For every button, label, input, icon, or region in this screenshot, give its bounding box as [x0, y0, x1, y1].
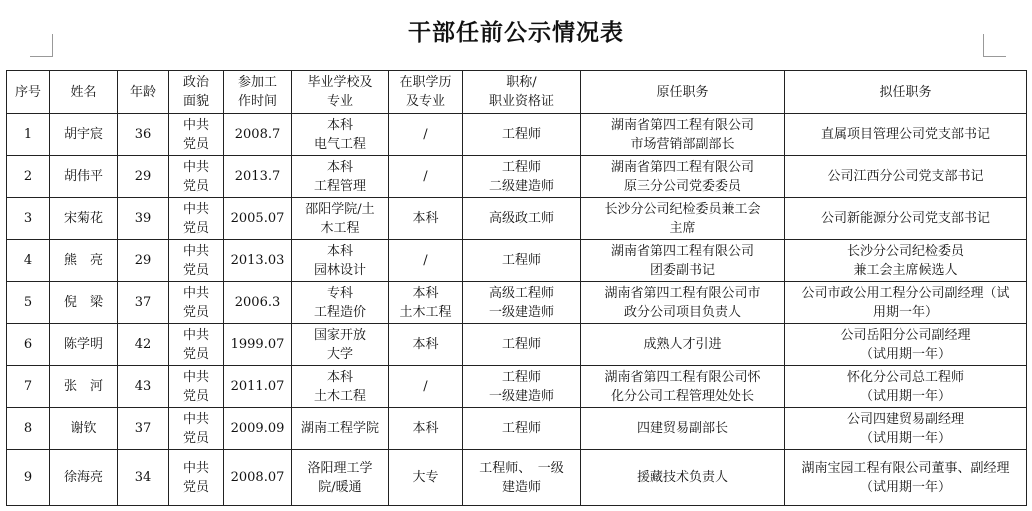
cell-title-cert: 工程师 一级建造师 [463, 366, 581, 408]
cell-work-start: 1999.07 [224, 324, 292, 366]
cell-inservice-edu: / [389, 366, 463, 408]
cell-age: 37 [118, 282, 169, 324]
cell-political: 中共 党员 [169, 408, 224, 450]
table-body [7, 114, 1027, 506]
header-work-start: 参加工 作时间 [224, 71, 292, 114]
cell-school: 本科 电气工程 [292, 114, 389, 156]
cell-work-start: 2008.7 [224, 114, 292, 156]
cell-age: 43 [118, 366, 169, 408]
cell-title-cert: 工程师 二级建造师 [463, 156, 581, 198]
cell-name: 宋菊花 [50, 198, 118, 240]
corner-mark-right [983, 34, 1006, 57]
cell-prev-post: 湖南省第四工程有限公司 市场营销部副部长 [581, 114, 785, 156]
header-age: 年龄 [118, 71, 169, 114]
cell-school: 本科 工程管理 [292, 156, 389, 198]
cell-political: 中共 党员 [169, 156, 224, 198]
header-title-cert: 职称/ 职业资格证 [463, 71, 581, 114]
cell-inservice-edu: 本科 [389, 324, 463, 366]
cell-political: 中共 党员 [169, 198, 224, 240]
cell-title-cert: 工程师 [463, 240, 581, 282]
cell-political: 中共 党员 [169, 366, 224, 408]
header-political: 政治 面貌 [169, 71, 224, 114]
cell-prev-post: 湖南省第四工程有限公司 团委副书记 [581, 240, 785, 282]
cell-inservice-edu: 本科 [389, 198, 463, 240]
cell-political: 中共 党员 [169, 282, 224, 324]
cell-political: 中共 党员 [169, 240, 224, 282]
cell-no: 1 [7, 114, 50, 156]
cell-work-start: 2013.7 [224, 156, 292, 198]
cell-age: 34 [118, 450, 169, 506]
cell-title-cert: 高级工程师 一级建造师 [463, 282, 581, 324]
cell-new-post: 公司市政公用工程分公司副经理（试 用期一年） [785, 282, 1027, 324]
cell-age: 42 [118, 324, 169, 366]
cell-new-post: 公司江西分公司党支部书记 [785, 156, 1027, 198]
cell-name: 胡宇宸 [50, 114, 118, 156]
table-row [7, 240, 1027, 282]
cell-work-start: 2011.07 [224, 366, 292, 408]
header-new-post: 拟任职务 [785, 71, 1027, 114]
cell-no: 9 [7, 450, 50, 506]
cell-no: 5 [7, 282, 50, 324]
cell-no: 6 [7, 324, 50, 366]
cell-political: 中共 党员 [169, 114, 224, 156]
cell-political: 中共 党员 [169, 450, 224, 506]
cell-political: 中共 党员 [169, 324, 224, 366]
cell-title-cert: 高级政工师 [463, 198, 581, 240]
cell-school: 邵阳学院/土 木工程 [292, 198, 389, 240]
cell-prev-post: 湖南省第四工程有限公司市 政分公司项目负责人 [581, 282, 785, 324]
cell-title-cert: 工程师 [463, 408, 581, 450]
cell-no: 8 [7, 408, 50, 450]
cell-work-start: 2013.03 [224, 240, 292, 282]
cell-name: 胡伟平 [50, 156, 118, 198]
table-row [7, 198, 1027, 240]
cell-new-post: 怀化分公司总工程师 （试用期一年） [785, 366, 1027, 408]
cell-prev-post: 湖南省第四工程有限公司怀 化分公司工程管理处处长 [581, 366, 785, 408]
cell-age: 39 [118, 198, 169, 240]
cadre-table [6, 70, 1027, 506]
table-row [7, 324, 1027, 366]
cell-no: 2 [7, 156, 50, 198]
cell-inservice-edu: / [389, 114, 463, 156]
cell-prev-post: 援藏技术负责人 [581, 450, 785, 506]
cell-title-cert: 工程师、 一级 建造师 [463, 450, 581, 506]
cell-new-post: 直属项目管理公司党支部书记 [785, 114, 1027, 156]
cell-name: 倪 梁 [50, 282, 118, 324]
cell-school: 湖南工程学院 [292, 408, 389, 450]
cell-inservice-edu: 大专 [389, 450, 463, 506]
table-row [7, 156, 1027, 198]
cell-work-start: 2006.3 [224, 282, 292, 324]
page-title: 干部任前公示情况表 [408, 19, 624, 46]
cell-prev-post: 长沙分公司纪检委员兼工会 主席 [581, 198, 785, 240]
cell-new-post: 公司四建贸易副经理 （试用期一年） [785, 408, 1027, 450]
cell-prev-post: 成熟人才引进 [581, 324, 785, 366]
cell-prev-post: 湖南省第四工程有限公司 原三分公司党委委员 [581, 156, 785, 198]
cell-no: 7 [7, 366, 50, 408]
table-row [7, 282, 1027, 324]
cell-new-post: 长沙分公司纪检委员 兼工会主席候选人 [785, 240, 1027, 282]
cell-no: 4 [7, 240, 50, 282]
cell-no: 3 [7, 198, 50, 240]
corner-mark-left [30, 34, 53, 57]
cell-name: 谢钦 [50, 408, 118, 450]
header-row [7, 71, 1027, 114]
header-name: 姓名 [50, 71, 118, 114]
cell-work-start: 2005.07 [224, 198, 292, 240]
cell-new-post: 公司新能源分公司党支部书记 [785, 198, 1027, 240]
cell-work-start: 2009.09 [224, 408, 292, 450]
cell-name: 徐海亮 [50, 450, 118, 506]
cell-school: 洛阳理工学 院/暖通 [292, 450, 389, 506]
cell-school: 本科 园林设计 [292, 240, 389, 282]
table-row [7, 366, 1027, 408]
cell-school: 本科 土木工程 [292, 366, 389, 408]
cell-new-post: 湖南宝园工程有限公司董事、副经理 （试用期一年） [785, 450, 1027, 506]
cell-age: 36 [118, 114, 169, 156]
cell-name: 张 河 [50, 366, 118, 408]
cell-inservice-edu: / [389, 156, 463, 198]
cell-inservice-edu: 本科 土木工程 [389, 282, 463, 324]
cell-inservice-edu: 本科 [389, 408, 463, 450]
cell-school: 国家开放 大学 [292, 324, 389, 366]
header-inservice-edu: 在职学历 及专业 [389, 71, 463, 114]
cell-new-post: 公司岳阳分公司副经理 （试用期一年） [785, 324, 1027, 366]
cell-title-cert: 工程师 [463, 114, 581, 156]
header-prev-post: 原任职务 [581, 71, 785, 114]
table-row [7, 450, 1027, 506]
cell-title-cert: 工程师 [463, 324, 581, 366]
cell-age: 37 [118, 408, 169, 450]
cell-prev-post: 四建贸易副部长 [581, 408, 785, 450]
header-school: 毕业学校及 专业 [292, 71, 389, 114]
cell-work-start: 2008.07 [224, 450, 292, 506]
cell-name: 陈学明 [50, 324, 118, 366]
cell-age: 29 [118, 156, 169, 198]
header-no: 序号 [7, 71, 50, 114]
cell-name: 熊 亮 [50, 240, 118, 282]
cell-school: 专科 工程造价 [292, 282, 389, 324]
cell-inservice-edu: / [389, 240, 463, 282]
cell-age: 29 [118, 240, 169, 282]
table-row [7, 114, 1027, 156]
table-row [7, 408, 1027, 450]
